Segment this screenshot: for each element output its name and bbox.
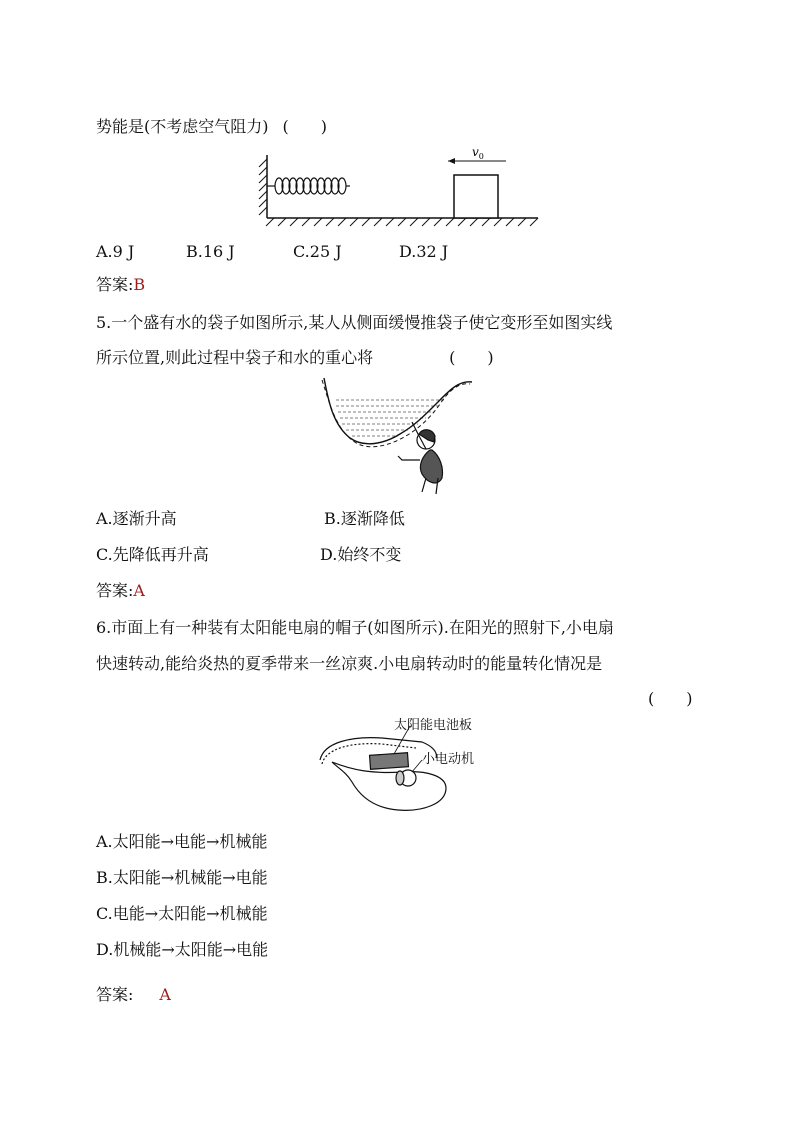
q4-spring-block-figure (250, 145, 550, 230)
q6-option-a: A.太阳能→电能→机械能 (96, 832, 268, 851)
floor-hatching (266, 218, 538, 226)
q4-option-d: D.32 J (399, 242, 449, 261)
velocity-arrowhead (448, 158, 455, 164)
block (454, 175, 498, 218)
q6-answer-value: A (159, 985, 171, 1004)
q5-stem-line1: 5.一个盛有水的袋子如图所示,某人从侧面缓慢推袋子使它变形至如图实线 (96, 313, 613, 332)
q4-option-a: A.9 J (96, 242, 135, 261)
q4-stem-tail (96, 117, 327, 137)
q5-stem-text: 所示位置,则此过程中袋子和水的重心将 (96, 348, 374, 367)
q5-stem-line2 (96, 348, 494, 368)
q4-stem-text: 势能是(不考虑空气阻力) (96, 117, 269, 136)
q5-answer-label: 答案: (96, 581, 134, 600)
solar-panel (370, 753, 409, 770)
q6-label-motor: 小电动机 (422, 752, 475, 767)
q4-answer-label: 答案: (96, 275, 134, 294)
q6-option-b: B.太阳能→机械能→电能 (96, 868, 268, 887)
q6-stem-line2: 快速转动,能给炎热的夏季带来一丝凉爽.小电扇转动时的能量转化情况是 (96, 654, 603, 673)
q6-answer-label: 答案: (96, 985, 134, 1004)
q4-option-b: B.16 J (186, 242, 235, 261)
q6-answer-paren: ( ) (648, 689, 693, 708)
q4-answer-paren: ( ) (282, 117, 327, 136)
q5-water-bag-figure (318, 374, 478, 496)
q6-option-d: D.机械能→太阳能→电能 (96, 940, 269, 959)
q4-option-c: C.25 J (293, 242, 342, 261)
q5-option-d: D.始终不变 (320, 545, 402, 564)
q5-option-b: B.逐渐降低 (324, 509, 405, 528)
person (398, 422, 443, 494)
q4-answer (96, 275, 145, 295)
motor-label-leader (412, 760, 422, 772)
q5-option-c: C.先降低再升高 (96, 545, 209, 564)
q4-answer-value: B (133, 275, 146, 294)
q6-option-c: C.电能→太阳能→机械能 (96, 904, 268, 923)
q6-label-solar-panel: 太阳能电池板 (394, 718, 473, 733)
wall-hatching (259, 159, 267, 215)
velocity-label: $v_0$ (472, 145, 484, 161)
bag-deformed-outline (324, 378, 472, 444)
spring (267, 178, 350, 194)
q5-answer-paren: ( ) (449, 348, 494, 367)
q5-answer (96, 581, 145, 601)
cap (320, 738, 446, 811)
q6-answer (96, 985, 171, 1005)
q5-answer-value: A (133, 581, 145, 600)
q5-option-a: A.逐渐升高 (96, 509, 177, 528)
q6-stem-line1: 6.市面上有一种装有太阳能电扇的帽子(如图所示).在阳光的照射下,小电扇 (96, 618, 614, 637)
